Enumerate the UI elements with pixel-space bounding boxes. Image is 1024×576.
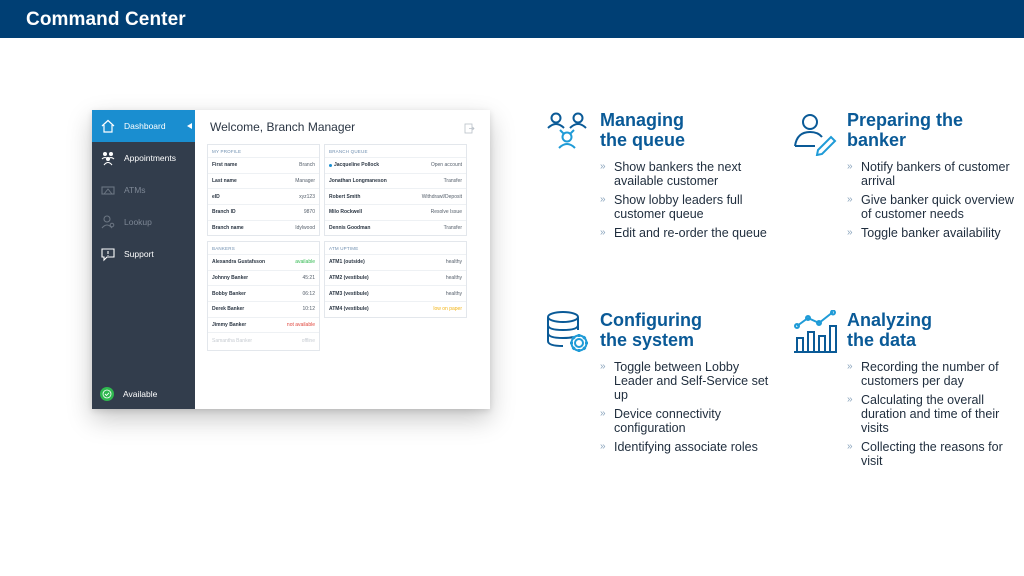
atm-status: healthy bbox=[445, 290, 462, 297]
banker-status: available bbox=[295, 259, 315, 266]
bullet-text: Recording the number of customers per day bbox=[861, 360, 999, 388]
list-item bbox=[847, 393, 1017, 435]
sidebar-item-label: Dashboard bbox=[124, 121, 166, 131]
bullet-text: Show bankers the next available customer bbox=[614, 160, 742, 188]
banker-status: 10:12 bbox=[302, 306, 315, 313]
feature-title bbox=[600, 110, 685, 150]
bullet-text: Calculating the overall duration and time of their visits bbox=[861, 393, 1000, 435]
bullet-chevron-icon: » bbox=[600, 441, 606, 452]
bullet-chevron-icon: » bbox=[847, 441, 853, 452]
banker-name: Derek Banker bbox=[212, 306, 245, 313]
person-pencil-icon bbox=[793, 110, 839, 156]
feature-title bbox=[847, 310, 932, 350]
list-item bbox=[600, 360, 770, 402]
banker-name: Alexandra Gustafsson bbox=[212, 259, 266, 266]
field-value: Idylwood bbox=[295, 225, 315, 232]
feature-title-line: Analyzing bbox=[847, 310, 933, 330]
queue-row[interactable] bbox=[325, 157, 466, 173]
table-row bbox=[208, 157, 319, 173]
sidebar-item-label: Lookup bbox=[124, 217, 152, 227]
banker-name: Bobby Banker bbox=[212, 290, 246, 297]
availability-label: Available bbox=[123, 389, 158, 399]
atm-name: ATM2 (vestibule) bbox=[329, 275, 369, 282]
app-main bbox=[195, 110, 490, 409]
page-title: Command Center bbox=[26, 9, 186, 30]
feature-title-line: Managing bbox=[600, 110, 684, 130]
atm-status: healthy bbox=[445, 275, 462, 282]
list-item bbox=[600, 160, 770, 188]
feature-title-line: Configuring bbox=[600, 310, 702, 330]
atm-icon bbox=[99, 181, 117, 199]
field-value: Manager bbox=[295, 178, 315, 185]
field-value: xyz123 bbox=[299, 193, 315, 200]
my-profile-panel bbox=[207, 144, 320, 236]
list-item bbox=[847, 360, 1017, 388]
feature-bullets bbox=[847, 360, 1017, 473]
banker-row[interactable] bbox=[208, 317, 319, 333]
visit-reason: Withdrawl/Deposit bbox=[421, 193, 462, 200]
bullet-text: Device connectivity configuration bbox=[614, 407, 721, 435]
bullet-text: Notify bankers of customer arrival bbox=[861, 160, 1010, 188]
atm-uptime-panel bbox=[324, 241, 467, 318]
check-icon bbox=[100, 387, 114, 401]
people-network-icon bbox=[546, 110, 592, 156]
customer-name: Jonathan Longmaneson bbox=[329, 178, 387, 185]
list-item bbox=[847, 440, 1017, 468]
table-row bbox=[208, 220, 319, 236]
visit-reason: Open account bbox=[430, 162, 462, 169]
logout-icon[interactable] bbox=[464, 121, 475, 139]
sidebar-item-dashboard[interactable] bbox=[92, 110, 195, 142]
bullet-chevron-icon: » bbox=[847, 361, 853, 372]
atm-name: ATM4 (vestibule) bbox=[329, 306, 369, 313]
sidebar-item-label: Support bbox=[124, 249, 154, 259]
queue-row[interactable] bbox=[325, 188, 466, 204]
bullet-text: Toggle banker availability bbox=[861, 226, 1001, 240]
banker-name: Samantha Banker bbox=[212, 337, 253, 344]
chat-alert-icon bbox=[99, 245, 117, 263]
feature-bullets bbox=[600, 160, 770, 245]
database-gear-icon bbox=[546, 310, 592, 356]
field-label: First name bbox=[212, 162, 238, 169]
list-item bbox=[847, 160, 1017, 188]
banker-status: not available bbox=[286, 322, 315, 329]
feature-title-line: banker bbox=[847, 130, 907, 150]
customer-name: Dennis Goodman bbox=[329, 225, 371, 232]
banker-row[interactable] bbox=[208, 285, 319, 301]
field-label: Last name bbox=[212, 178, 237, 185]
customer-name: Jacqueline Pollock bbox=[334, 162, 380, 169]
atm-row[interactable] bbox=[325, 254, 466, 270]
sidebar-item-appointments[interactable] bbox=[92, 142, 195, 174]
bullet-text: Give banker quick overview of customer needs bbox=[861, 193, 1014, 221]
atm-row[interactable] bbox=[325, 285, 466, 301]
feature-bullets bbox=[847, 160, 1017, 245]
availability-toggle[interactable] bbox=[92, 383, 195, 405]
feature-title-line: the system bbox=[600, 330, 695, 350]
panel-title: ATM UPTIME bbox=[329, 246, 359, 251]
sidebar-item-label: ATMs bbox=[124, 185, 146, 195]
app-sidebar bbox=[92, 110, 195, 409]
table-row bbox=[208, 204, 319, 220]
field-label: eID bbox=[212, 193, 220, 200]
field-label: Branch ID bbox=[212, 209, 236, 216]
feature-title-line: the queue bbox=[600, 130, 686, 150]
field-label: Branch name bbox=[212, 225, 244, 232]
table-row bbox=[208, 173, 319, 189]
bullet-text: Show lobby leaders full customer queue bbox=[614, 193, 743, 221]
panel-title: MY PROFILE bbox=[212, 149, 242, 154]
visit-reason: Transfer bbox=[443, 178, 462, 185]
bullet-chevron-icon: » bbox=[600, 194, 606, 205]
bullet-text: Toggle between Lobby Leader and Self-Service set up bbox=[614, 360, 769, 402]
atm-name: ATM3 (vestibule) bbox=[329, 290, 369, 297]
queue-row[interactable] bbox=[325, 204, 466, 220]
field-value: 9870 bbox=[303, 209, 315, 216]
sidebar-item-support[interactable] bbox=[92, 238, 195, 270]
banker-row[interactable] bbox=[208, 270, 319, 286]
bullet-chevron-icon: » bbox=[847, 394, 853, 405]
list-item bbox=[847, 193, 1017, 221]
bullet-chevron-icon: » bbox=[600, 161, 606, 172]
panel-title: BANKERS bbox=[212, 246, 235, 251]
bullet-chevron-icon: » bbox=[847, 161, 853, 172]
people-icon bbox=[99, 149, 117, 167]
feature-title-line: Preparing the bbox=[847, 110, 964, 130]
customer-name: Milo Rockwell bbox=[329, 209, 363, 216]
visit-reason: Resolve Issue bbox=[430, 209, 462, 216]
branch-queue-panel bbox=[324, 144, 467, 236]
customer-name: Robert Smith bbox=[329, 193, 361, 200]
atm-status: healthy bbox=[445, 259, 462, 266]
bankers-panel bbox=[207, 241, 320, 351]
person-search-icon bbox=[99, 213, 117, 231]
bullet-chevron-icon: » bbox=[600, 227, 606, 238]
list-item bbox=[600, 226, 770, 240]
banker-row[interactable] bbox=[208, 254, 319, 270]
visit-reason: Transfer bbox=[443, 225, 462, 232]
feature-title-line: the data bbox=[847, 330, 917, 350]
home-icon bbox=[99, 117, 117, 135]
bullet-chevron-icon: » bbox=[600, 408, 606, 419]
feature-title bbox=[600, 310, 702, 350]
bar-line-chart-icon bbox=[793, 310, 839, 356]
list-item bbox=[600, 193, 770, 221]
bullet-chevron-icon: » bbox=[847, 194, 853, 205]
banker-name: Jimmy Banker bbox=[212, 322, 247, 329]
bullet-chevron-icon: » bbox=[847, 227, 853, 238]
queue-row[interactable] bbox=[325, 220, 466, 236]
banker-row[interactable] bbox=[208, 301, 319, 317]
atm-status: low on paper bbox=[433, 306, 462, 313]
sidebar-item-atms[interactable] bbox=[92, 174, 195, 206]
atm-name: ATM1 (outside) bbox=[329, 259, 365, 266]
sidebar-item-label: Appointments bbox=[124, 153, 176, 163]
banker-status: 06:12 bbox=[302, 290, 315, 297]
bullet-chevron-icon: » bbox=[600, 361, 606, 372]
header-bar bbox=[0, 0, 1024, 38]
feature-title bbox=[847, 110, 963, 150]
bullet-text: Collecting the reasons for visit bbox=[861, 440, 1003, 468]
queue-row[interactable] bbox=[325, 173, 466, 189]
active-dot-icon bbox=[329, 164, 332, 167]
list-item bbox=[600, 407, 770, 435]
atm-row[interactable] bbox=[325, 301, 466, 317]
bullet-text: Edit and re-order the queue bbox=[614, 226, 767, 240]
bullet-text: Identifying associate roles bbox=[614, 440, 758, 454]
atm-row[interactable] bbox=[325, 270, 466, 286]
banker-name: Johnny Banker bbox=[212, 275, 249, 282]
banker-row[interactable] bbox=[208, 332, 319, 348]
sidebar-item-lookup[interactable] bbox=[92, 206, 195, 238]
feature-bullets bbox=[600, 360, 770, 459]
dashboard-screenshot bbox=[92, 110, 490, 409]
banker-status: offline bbox=[301, 337, 315, 344]
field-value: Branch bbox=[299, 162, 315, 169]
panel-title: BRANCH QUEUE bbox=[329, 149, 368, 154]
welcome-heading: Welcome, Branch Manager bbox=[210, 120, 356, 134]
list-item bbox=[847, 226, 1017, 240]
banker-status: 45:21 bbox=[302, 275, 315, 282]
table-row bbox=[208, 188, 319, 204]
list-item bbox=[600, 440, 770, 454]
